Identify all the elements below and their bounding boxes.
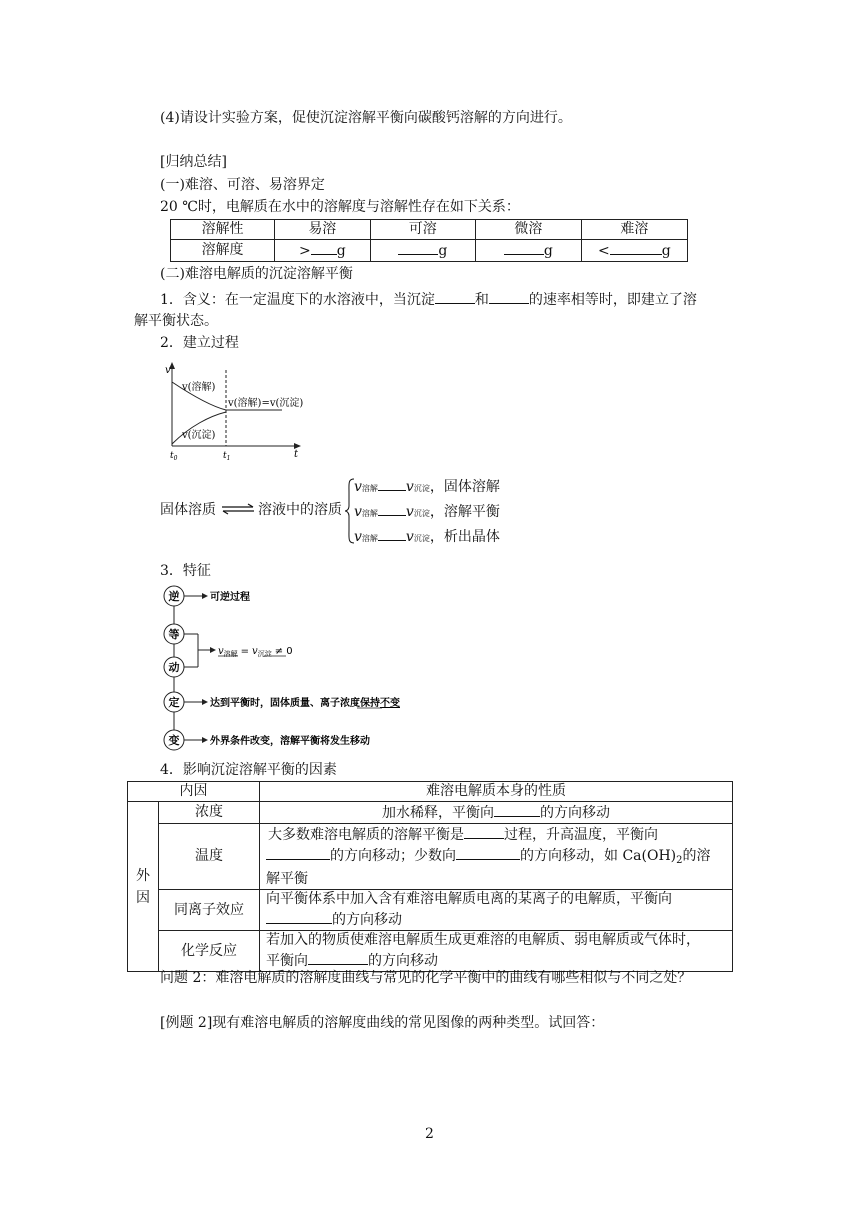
answer-blank[interactable] (378, 476, 406, 491)
y-axis-label: v (165, 365, 171, 376)
feature-label-4: 达到平衡时，固体质量、离子浓度保持不变 (210, 698, 400, 709)
question-4: (4)请设计实验方案，促使沉淀溶解平衡向碳酸钙溶解的方向进行。 (160, 110, 572, 126)
feature-label-2: $v_{溶解} = v_{沉淀} \ne 0$ (218, 646, 293, 658)
table-cell: < g (581, 240, 687, 262)
answer-blank[interactable] (464, 824, 504, 839)
answer-blank[interactable] (435, 289, 475, 304)
external-cause-label: 外 因 (128, 802, 159, 972)
factor-concentration-desc: 加水稀释，平衡向 的方向移动 (260, 802, 733, 824)
equal-label: v(溶解)=v(沉淀) (228, 398, 304, 409)
internal-cause-desc: 难溶电解质本身的性质 (260, 782, 733, 802)
x-axis-label: t (294, 449, 299, 460)
table-header-cell: 微溶 (476, 220, 582, 240)
answer-blank[interactable] (378, 526, 406, 541)
eq-row-1: v溶解 v沉淀，固体溶解 (354, 476, 500, 499)
answer-blank[interactable] (266, 909, 332, 924)
paragraph-3: 3．特征 (160, 563, 211, 579)
answer-blank[interactable] (489, 289, 529, 304)
paragraph-4: 4．影响沉淀溶解平衡的因素 (160, 762, 337, 778)
section-1-title: (一)难溶、可溶、易溶界定 (160, 177, 325, 193)
factor-temperature-desc: 大多数难溶电解质的溶解平衡是 过程，升高温度，平衡向 的方向移动；少数向 的方向移动，如 $Ca(OH)_2$的溶 解平衡 (260, 824, 733, 890)
page-number: 2 (425, 1126, 434, 1142)
table-header-cell: 易溶 (275, 220, 370, 240)
section-1-description: 20 ℃时，电解质在水中的溶解度与溶解性存在如下关系： (160, 199, 520, 215)
feature-char-4: 定 (168, 696, 180, 709)
answer-blank[interactable] (494, 802, 540, 817)
table-cell: > g (275, 240, 370, 262)
paragraph-2: 2．建立过程 (160, 335, 239, 351)
factors-table (127, 781, 733, 972)
answer-blank[interactable] (311, 240, 337, 255)
answer-blank[interactable] (398, 240, 438, 255)
feature-char-5: 变 (168, 734, 180, 747)
paragraph-1-cont: 解平衡状态。 (134, 313, 218, 329)
table-header-cell: 溶解性 (171, 220, 275, 240)
answer-blank[interactable] (308, 950, 368, 965)
t0-label: $t_0$ (170, 451, 178, 460)
t1-label: $t_1$ (223, 451, 231, 460)
feature-char-2: 等 (168, 628, 180, 641)
answer-blank[interactable] (266, 845, 330, 860)
factor-concentration: 浓度 (159, 802, 260, 824)
answer-blank[interactable] (378, 501, 406, 516)
answer-blank[interactable] (456, 845, 520, 860)
internal-cause-label: 内因 (128, 782, 260, 802)
paragraph-1: 1．含义：在一定温度下的水溶液中，当沉淀 和 的速率相等时，即建立了溶 (160, 289, 697, 310)
rate-graph (160, 360, 320, 460)
feature-label-1: 可逆过程 (210, 592, 250, 603)
answer-blank[interactable] (610, 240, 662, 255)
feature-char-1: 逆 (168, 590, 180, 603)
feature-label-5: 外界条件改变，溶解平衡将发生移动 (210, 736, 370, 747)
summary-heading: [归纳总结] (160, 154, 227, 170)
example-2: [例题 2]现有难溶电解质的溶解度曲线的常见图像的两种类型。试回答： (160, 1015, 605, 1031)
solubility-table (170, 219, 688, 262)
factor-chemical-reaction-desc: 若加入的物质使难溶电解质生成更难溶的电解质、弱电解质或气体时， 平衡向 的方向移动 (260, 931, 733, 972)
reversible-arrow-icon (221, 503, 255, 515)
section-2-title: (二)难溶电解质的沉淀溶解平衡 (160, 266, 353, 282)
table-cell: g (476, 240, 582, 262)
feature-char-3: 动 (168, 661, 180, 674)
eq-row-2: v溶解 v沉淀，溶解平衡 (354, 501, 500, 524)
factor-chemical-reaction: 化学反应 (159, 931, 260, 972)
table-cell: g (370, 240, 476, 262)
precip-label: v(沉淀) (182, 430, 216, 441)
eq-row-3: v溶解 v沉淀，析出晶体 (354, 526, 500, 549)
eq-middle: 溶液中的溶质 (258, 502, 342, 518)
factor-temperature: 温度 (159, 824, 260, 890)
table-header-cell: 难溶 (581, 220, 687, 240)
question-2: 问题 2：难溶电解质的溶解度曲线与常见的化学平衡中的曲线有哪些相似与不同之处？ (160, 970, 692, 986)
eq-left: 固体溶质 (160, 502, 216, 518)
factor-common-ion: 同离子效应 (159, 890, 260, 931)
answer-blank[interactable] (504, 240, 544, 255)
factor-common-ion-desc: 向平衡体系中加入含有难溶电解质电离的某离子的电解质，平衡向 的方向移动 (260, 890, 733, 931)
features-diagram (160, 582, 450, 754)
table-header-cell: 可溶 (370, 220, 476, 240)
table-row-label: 溶解度 (171, 240, 275, 262)
dissolve-label: v(溶解) (182, 382, 216, 393)
